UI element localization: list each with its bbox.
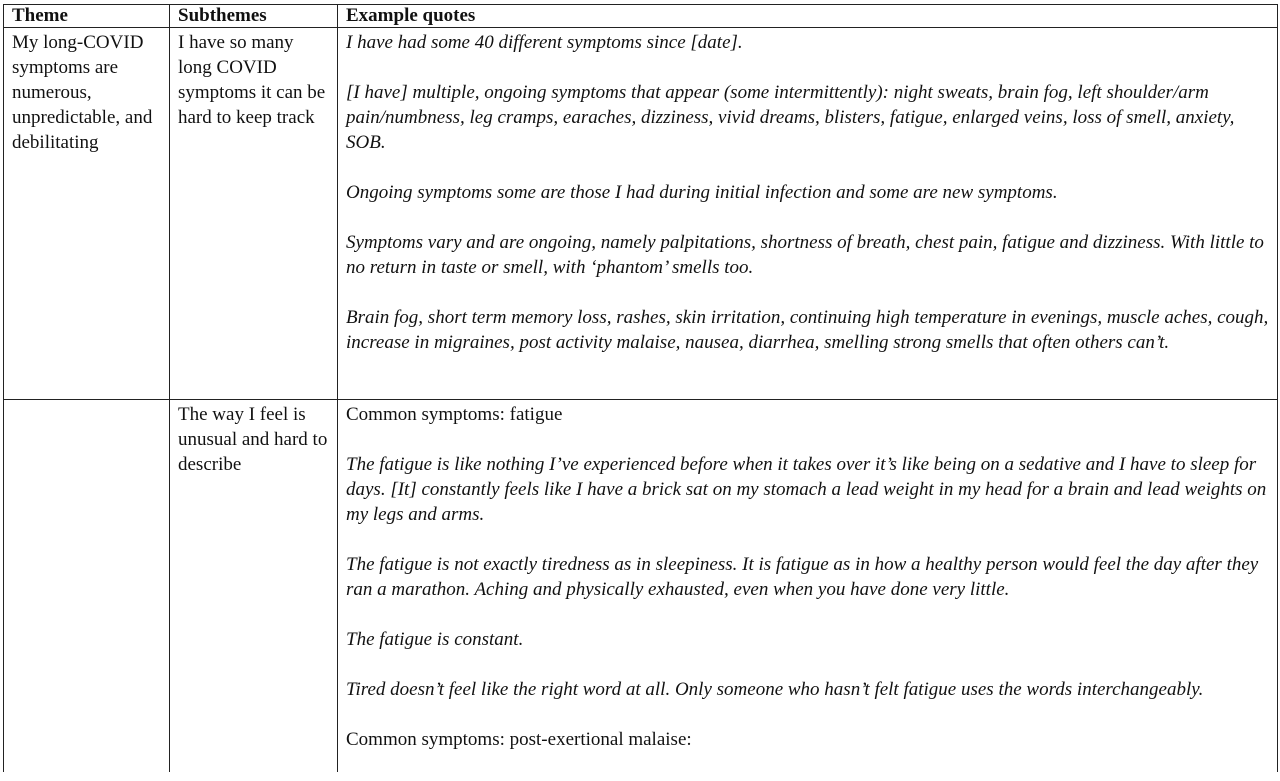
- quote-text: I have had some 40 different symptoms since [date].: [346, 32, 743, 53]
- quote-text: The fatigue is constant.: [346, 629, 524, 650]
- header-theme: Theme: [4, 5, 170, 28]
- header-subthemes: Subthemes: [170, 5, 338, 28]
- quote-text: [I have] multiple, ongoing symptoms that appear (some intermittently): night sweats, brain fog, left shoulder/arm pain/numbness, leg cramps, earaches, dizziness, vivid dreams, blisters, fatigue, enlarged veins, loss of smell, anxiety, SOB.: [346, 82, 1235, 153]
- themes-table: [3, 4, 1278, 772]
- quote-text: The fatigue is like nothing I’ve experienced before when it takes over it’s like being on a sedative and I have to sleep for days. [It] constantly feels like I have a brick sat on my stomach a lead weight in my head for a brain and lead weights on my legs and arms.: [346, 454, 1267, 525]
- quotes-cell: [338, 28, 1278, 400]
- quotes-cell: [338, 400, 1278, 773]
- theme-cell: My long-COVID symptoms are numerous, unpredictable, and debilitating: [4, 28, 170, 400]
- table-row: [4, 400, 1278, 773]
- themes-table-container: [3, 4, 1277, 772]
- table-row: [4, 28, 1278, 400]
- symptom-heading: Common symptoms: post-exertional malaise:: [346, 729, 692, 750]
- quote-text: Brain fog, short term memory loss, rashes, skin irritation, continuing high temperature in evenings, muscle aches, cough, increase in migraines, post activity malaise, nausea, diarrhea, smelling strong smells that often others can’t.: [346, 307, 1269, 353]
- table-header-row: [4, 5, 1278, 28]
- quote-text: Symptoms vary and are ongoing, namely palpitations, shortness of breath, chest pain, fatigue and dizziness. With little to no return in taste or smell, with ‘phantom’ smells too.: [346, 232, 1264, 278]
- subtheme-cell: I have so many long COVID symptoms it can be hard to keep track: [170, 28, 338, 400]
- quote-text: Tired doesn’t feel like the right word at all. Only someone who hasn’t felt fatigue uses the words interchangeably.: [346, 679, 1204, 700]
- quote-text: Ongoing symptoms some are those I had during initial infection and some are new symptoms.: [346, 182, 1058, 203]
- subtheme-cell: The way I feel is unusual and hard to describe: [170, 400, 338, 773]
- theme-cell: [4, 400, 170, 773]
- symptom-heading: Common symptoms: fatigue: [346, 404, 563, 425]
- header-example-quotes: Example quotes: [338, 5, 1278, 28]
- quote-text: The fatigue is not exactly tiredness as in sleepiness. It is fatigue as in how a healthy person would feel the day after they ran a marathon. Aching and physically exhausted, even when you have done very little.: [346, 554, 1259, 600]
